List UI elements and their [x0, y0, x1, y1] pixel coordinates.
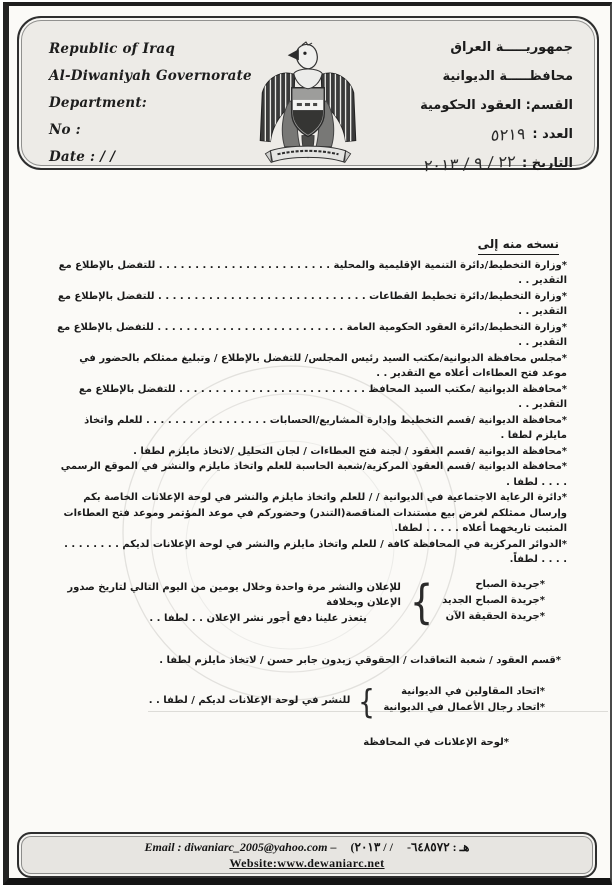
distribution-line: *محافظة الديوانية /قسم التخطيط وإدارة المشاريع/الحسابات . . . . . . . . . . . . . . . . . للعلم واتخاذ مايلزم لطفا . [84, 414, 567, 441]
country-name-en: Republic of Iraq [49, 40, 176, 57]
announcement-board-line: *لوحة الإعلانات في المحافظة [363, 737, 509, 748]
distribution-line: *محافظة الديوانية /قسم العقود المركزية/شعبة الحاسبة للعلم واتخاذ مايلزم والنشر في الموقع الرسمي . . . . لطفا . [60, 461, 567, 488]
distribution-line: *وزارة التخطيط/دائرة تخطيط القطاعات . . . . . . . . . . . . . . . . . . . . . . . . . . . . . للتفضل بالإطلاع مع التقدير . . [57, 290, 567, 317]
document-number-row [420, 120, 573, 149]
union-item: *اتحاد رجال الأعمال في الديوانية [383, 702, 545, 713]
phone-date-text: (٢٠١٣ / / [350, 839, 393, 854]
unions-group [57, 684, 545, 719]
date-label-ar: التاريخ : [522, 156, 573, 171]
unions-note: للنشر في لوحة الإعلانات لديكم / لطفا . . [148, 695, 351, 706]
distribution-line: *دائرة الرعاية الاجتماعية في الديوانية / / للعلم واتخاذ مايلزم والنشر في لوحة الإعلانات الخاصة بكم وإرسال ممثلكم لغرض بيع مستندات المناقصة(التندر) وحضوركم في موعد المؤتمر وموعد فتح العطاءات المثبت تاريخهما أعلاه . . . . . لطفا. [63, 492, 567, 534]
note-line: للإعلان والنشر مرة واحدة وخلال يومين من اليوم التالي لتاريخ صدور الإعلان وبخلافة [67, 581, 401, 608]
iraq-eagle-emblem [257, 40, 359, 168]
email-text: Email : diwaniarc_2005@yahoo.com – [144, 839, 337, 854]
newspapers-note [57, 577, 401, 627]
distribution-line: *محافظة الديوانية /قسم العقود / لجنة فتح العطاءات / لجان التحليل /لاتخاذ مايلزم لطفا . [133, 445, 567, 457]
country-name-ar: جمهوريـــــة العراق [450, 40, 573, 55]
newspapers-group [57, 574, 545, 629]
distribution-line: *وزارة التخطيط/دائرة التنمية الإقليمية والمحلية . . . . . . . . . . . . . . . . . . . . . . . . للتفضل بالإطلاع مع التقدير . . [58, 259, 567, 286]
date-label-en: Date : / / [49, 148, 116, 165]
letter-body [57, 237, 567, 751]
department-label-en: Department: [49, 94, 147, 111]
governorate-name-en: Al-Diwaniyah Governorate [49, 67, 252, 84]
unions-list [383, 684, 545, 716]
distribution-line: *الدوائر المركزية في المحافظة كافة / للعلم واتخاذ مايلزم والنشر في لوحة الإعلانات لديكم . . . . . . . . . . . . لطفاً. [64, 538, 567, 565]
newspaper-item: *جريدة الحقيقة الآن [445, 610, 545, 622]
number-label-en: No : [49, 121, 81, 138]
date-value-handwritten: ٢٢ / ٩ / ٢٠١٣ [422, 151, 517, 176]
letterhead-arabic [420, 33, 573, 178]
copy-to-heading: نسخه منه إلى [478, 237, 559, 255]
document-date-row [420, 149, 573, 178]
copy-to-heading-row [57, 237, 567, 258]
brace-glyph: { [409, 574, 434, 629]
distribution-line: *مجلس محافظة الديوانية/مكتب السيد رئيس المجلس/ للتفضل بالإطلاع / وتبليغ ممثلكم بالحضور في موعد فتح العطاءات أعلاه مع التقدير . . [79, 352, 567, 379]
newspaper-item: *جريدة الصباح الجديد [442, 594, 545, 606]
newspaper-item: *جريدة الصباح [475, 578, 545, 590]
brace-glyph: { [358, 682, 376, 721]
footer-contact [17, 832, 597, 878]
footer-contact-row [145, 840, 470, 855]
distribution-line: *محافظة الديوانية /مكتب السيد المحافظ . . . . . . . . . . . . . . . . . . . . . . . . . . للتفضل بالإطلاع مع التقدير . . [78, 383, 567, 410]
note-line: يتعذر علينا دفع أجور نشر الإعلان . . لطفا . . [149, 612, 367, 624]
contracts-section-line: *قسم العقود / شعبة التعاقدات / الحقوقي زيدون جابر حسن / لاتخاذ مايلزم لطفا . [159, 654, 561, 666]
number-label-ar: العدد : [532, 127, 573, 142]
department-line-ar: القسم: العقود الحكومية [420, 98, 573, 113]
governorate-name-ar: محافظـــــة الديوانية [442, 69, 573, 84]
letterhead [17, 16, 599, 176]
distribution-line: *وزارة التخطيط/دائرة العقود الحكومية العامة . . . . . . . . . . . . . . . . . . . . . . . . . . للتفضل بالإطلاع مع التقدير . . [57, 321, 567, 348]
number-value-handwritten: ٥٢١٩ [490, 124, 527, 145]
phone-number-text: هـ : ٦٤٨٥٧٢- [406, 839, 470, 854]
union-item: *اتحاد المقاولين في الديوانية [401, 686, 545, 697]
letterhead-english [49, 35, 252, 170]
newspapers-list [442, 577, 545, 625]
website-text: Website:www.dewaniarc.net [229, 855, 385, 870]
